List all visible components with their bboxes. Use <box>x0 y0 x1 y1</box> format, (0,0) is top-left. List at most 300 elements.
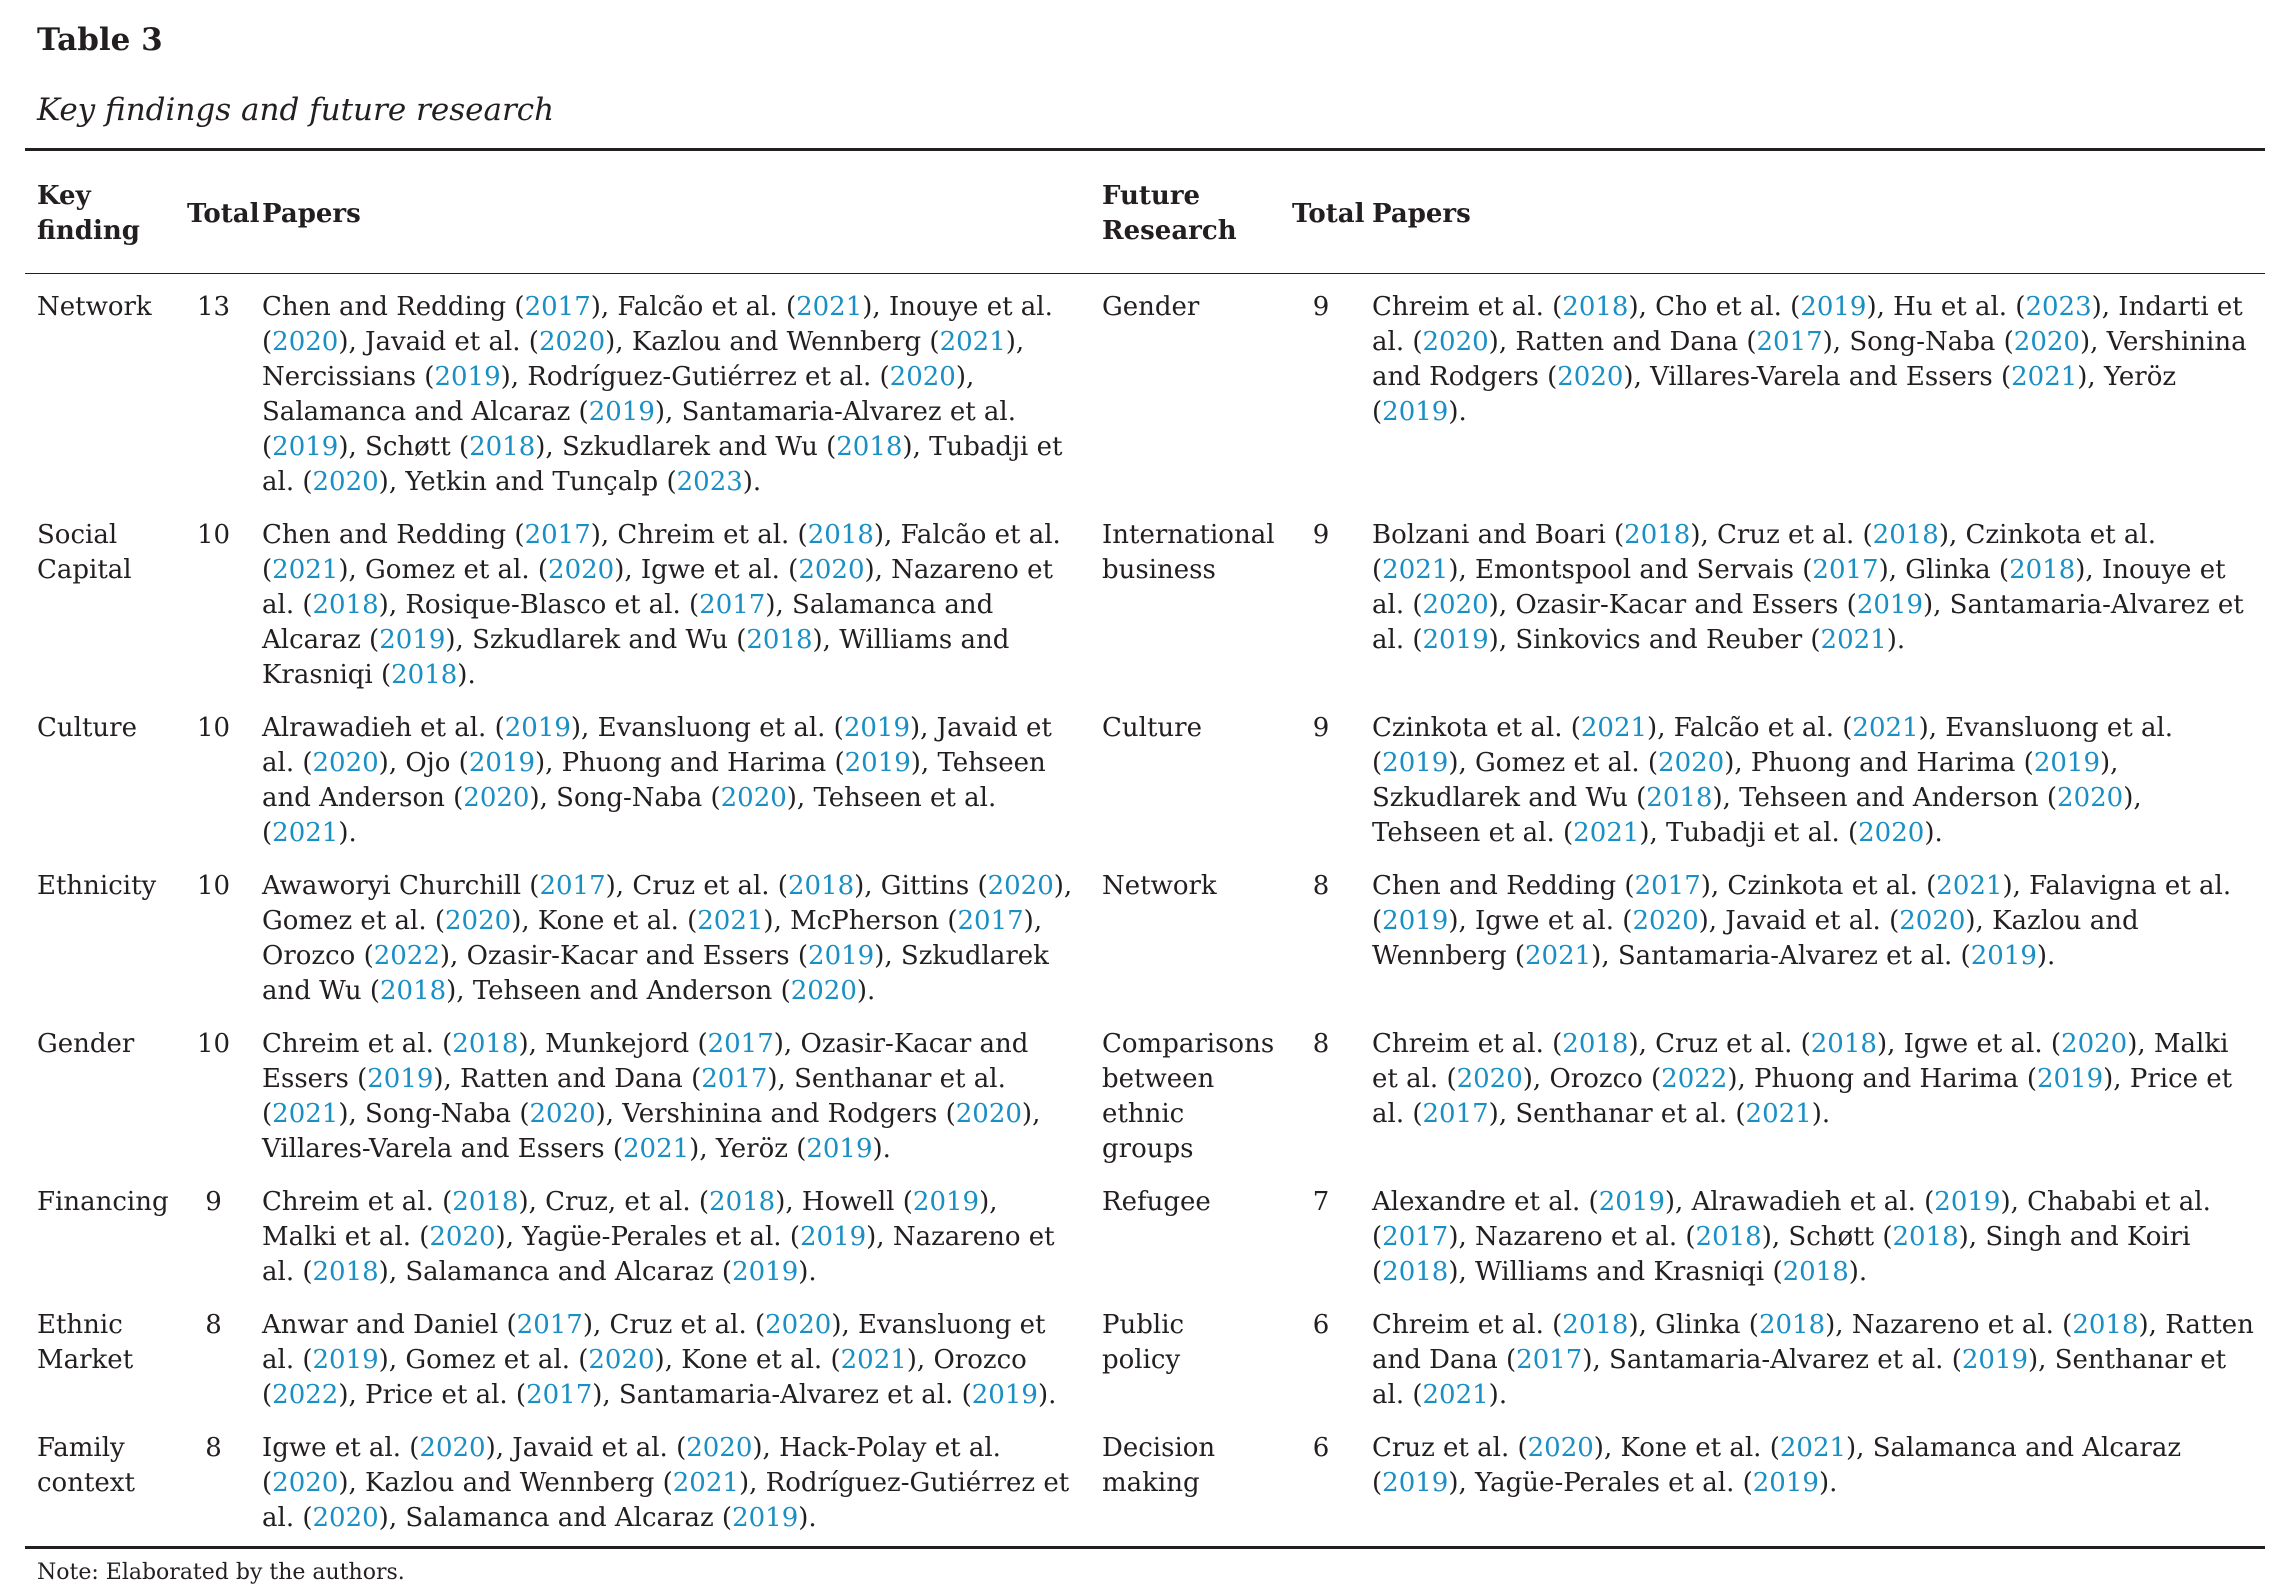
citation-year-link[interactable]: 2018 <box>1562 1310 1629 1340</box>
citation-year-link[interactable]: 2019 <box>843 713 910 743</box>
citation-punctuation: ), <box>1938 520 1966 550</box>
citation-punctuation: ), <box>654 397 682 427</box>
citation-year-link[interactable]: 2020 <box>2057 783 2124 813</box>
citation-author: Chreim et al. ( <box>1372 1029 1563 1059</box>
citation-year-link[interactable]: 2019 <box>1382 397 1449 427</box>
header-papers-left: Papers <box>250 150 1090 274</box>
citation-year-link[interactable]: 2018 <box>312 590 379 620</box>
citation-year-link[interactable]: 2018 <box>836 432 903 462</box>
citation-year-link[interactable]: 2019 <box>1598 1187 1665 1217</box>
citation-author: Czinkota et al. ( <box>1372 520 2156 585</box>
citation-author: Schøtt ( <box>365 432 470 462</box>
citation-year-link[interactable]: 2020 <box>272 327 339 357</box>
citation-punctuation: ), <box>1522 1064 1550 1094</box>
citation-year-link[interactable]: 2021 <box>1936 871 2003 901</box>
citation-author: Glinka ( <box>1655 1310 1759 1340</box>
citation-punctuation: ). <box>1037 1380 1057 1410</box>
finding-total-cell: 10 <box>196 1029 231 1059</box>
citation-punctuation: ), <box>1021 1099 1041 1129</box>
citation-year-link[interactable]: 2017 <box>699 590 766 620</box>
research-total-cell: 6 <box>1312 1310 1330 1340</box>
citation-year-link[interactable]: 2021 <box>1382 555 1449 585</box>
citation-year-link[interactable]: 2020 <box>720 783 787 813</box>
citation-year-link[interactable]: 2020 <box>445 906 512 936</box>
citation-year-link[interactable]: 2020 <box>765 1310 832 1340</box>
citation-author: Phuong and Harima ( <box>561 748 845 778</box>
citation-year-link[interactable]: 2021 <box>1779 1433 1847 1463</box>
citation-year-link[interactable]: 2017 <box>701 1064 768 1094</box>
citation-author: Cruz et al. ( <box>1717 520 1873 550</box>
citation-punctuation: ), <box>812 625 840 655</box>
citation-author: Kazlou and Wennberg ( <box>1372 906 2139 971</box>
citation-punctuation: ), <box>378 590 406 620</box>
citation-punctuation: ), <box>689 1134 716 1164</box>
citation-year-link[interactable]: 2018 <box>1872 520 1939 550</box>
table-row <box>25 861 2265 1019</box>
citation-year-link[interactable]: 2020 <box>1557 362 1624 392</box>
citation-year-link[interactable]: 2019 <box>1382 748 1449 778</box>
citation-author: Santamaria-Alvarez et al. ( <box>262 397 1016 462</box>
citation-punctuation: ). <box>872 1134 891 1164</box>
citation-author: Kone et al. ( <box>537 906 698 936</box>
citation-year-link[interactable]: 2018 <box>379 976 447 1006</box>
citation-author: Javaid et al. ( <box>262 713 1052 778</box>
citation-year-link[interactable]: 2022 <box>1661 1064 1728 1094</box>
citation-punctuation: ), <box>1690 520 1718 550</box>
citation-author: Salamanca and Alcaraz ( <box>405 1257 733 1287</box>
citation-punctuation: ), <box>864 555 892 585</box>
citation-punctuation: ), <box>1712 783 1740 813</box>
citation-author: Santamaria-Alvarez et al. ( <box>1617 941 1971 971</box>
citation-author: Czinkota et al. ( <box>1372 713 1581 743</box>
citation-punctuation: ), <box>511 906 538 936</box>
citation-year-link[interactable]: 2018 <box>1810 1029 1877 1059</box>
citation-author: Chababi et al. ( <box>1372 1187 2211 1252</box>
citation-author: Orozco ( <box>1549 1064 1662 1094</box>
citation-year-link[interactable]: 2020 <box>798 555 865 585</box>
citation-author: Gomez et al. ( <box>262 906 446 936</box>
citation-year-link[interactable]: 2023 <box>2025 292 2092 322</box>
citation-author: Schøtt ( <box>1788 1222 1893 1252</box>
citation-punctuation: ), <box>1922 590 1950 620</box>
citation-year-link[interactable]: 2023 <box>676 467 743 497</box>
citation-author: Javaid et al. ( <box>365 327 539 357</box>
research-papers-cell <box>1360 861 2265 1019</box>
citation-punctuation: ), <box>1876 1029 1904 1059</box>
citation-year-link[interactable]: 2019 <box>732 1257 799 1287</box>
citation-year-link[interactable]: 2021 <box>672 1468 739 1498</box>
citation-punctuation: ), <box>338 327 366 357</box>
table-row <box>25 1300 2265 1423</box>
citation-year-link[interactable]: 2020 <box>790 976 857 1006</box>
citation-year-link[interactable]: 2018 <box>469 432 536 462</box>
citation-author: Santamaria-Alvarez et al. ( <box>1372 590 2244 655</box>
citation-author: Villares-Varela and Essers ( <box>1650 362 2012 392</box>
key-finding-cell: Financing <box>37 1187 169 1217</box>
citation-year-link[interactable]: 2017 <box>526 1380 593 1410</box>
citation-year-link[interactable]: 2017 <box>524 292 591 322</box>
citation-punctuation: ), <box>1582 1345 1610 1375</box>
citation-year-link[interactable]: 2020 <box>548 555 615 585</box>
citation-year-link[interactable]: 2019 <box>504 713 571 743</box>
citation-author: Javaid et al. ( <box>1725 906 1900 936</box>
citation-year-link[interactable]: 2017 <box>539 871 606 901</box>
citation-author: Awaworyi Churchill ( <box>262 871 540 901</box>
citation-year-link[interactable]: 2019 <box>312 1345 379 1375</box>
key-finding-cell: Culture <box>37 713 137 743</box>
citation-year-link[interactable]: 2019 <box>1422 625 1489 655</box>
citation-author: Yetkin and Tunçalp ( <box>405 467 677 497</box>
citation-author: Yeröz ( <box>1372 362 2177 427</box>
citation-year-link[interactable]: 2021 <box>1525 941 1592 971</box>
table-row <box>25 1423 2265 1548</box>
citation-punctuation: ), <box>1005 327 1025 357</box>
citation-year-link[interactable]: 2020 <box>529 1099 596 1129</box>
citation-year-link[interactable]: 2019 <box>379 625 446 655</box>
citation-author: Price et al. ( <box>1372 1064 2233 1129</box>
citation-author: Williams and Krasniqi ( <box>1475 1257 1783 1287</box>
citation-punctuation: ), <box>2123 783 2142 813</box>
citation-punctuation: ), <box>2127 1029 2154 1059</box>
citation-punctuation: ). <box>1811 1099 1831 1129</box>
citation-year-link[interactable]: 2022 <box>272 1380 339 1410</box>
citation-punctuation: ), <box>582 1310 610 1340</box>
citation-year-link[interactable]: 2019 <box>434 362 501 392</box>
citation-author: Rosique-Blasco et al. ( <box>405 590 700 620</box>
citation-year-link[interactable]: 2020 <box>312 467 379 497</box>
citation-year-link[interactable]: 2018 <box>787 871 855 901</box>
citation-year-link[interactable]: 2020 <box>2013 327 2080 357</box>
citation-year-link[interactable]: 2020 <box>686 1433 753 1463</box>
citation-year-link[interactable]: 2017 <box>524 520 591 550</box>
research-total-cell: 7 <box>1312 1187 1330 1217</box>
citation-punctuation: ), <box>614 555 641 585</box>
citation-year-link[interactable]: 2017 <box>1382 1222 1449 1252</box>
citation-punctuation: ). <box>1886 625 1906 655</box>
research-papers-cell <box>1360 510 2265 703</box>
citation-punctuation: ), <box>1628 292 1656 322</box>
citation-punctuation: ), <box>2103 1064 2130 1094</box>
citation-year-link[interactable]: 2021 <box>840 1345 907 1375</box>
citation-punctuation: ), <box>495 1222 523 1252</box>
citation-punctuation: ), <box>2075 555 2102 585</box>
citation-punctuation: ), <box>605 871 633 901</box>
citation-punctuation: ). <box>457 660 476 690</box>
citation-author: Yeröz ( <box>715 1134 807 1164</box>
citation-punctuation: ), <box>1846 1433 1873 1463</box>
citation-author: Price et al. ( <box>365 1380 527 1410</box>
future-research-cell: Refugee <box>1102 1187 1211 1217</box>
finding-total-cell: 13 <box>196 292 231 322</box>
citation-author: Szkudlarek and Wu ( <box>1372 783 1647 813</box>
citation-year-link[interactable]: 2020 <box>1456 1064 1523 1094</box>
citation-author: Chreim et al. ( <box>1372 292 1563 322</box>
table-caption: Key findings and future research <box>37 92 555 128</box>
research-papers-cell <box>1360 1300 2265 1423</box>
future-research-cell: International business <box>1102 520 1275 585</box>
citation-year-link[interactable]: 2019 <box>1800 292 1867 322</box>
citation-author: Senthanar et al. ( <box>1372 1345 2227 1410</box>
citation-year-link[interactable]: 2020 <box>1422 327 1489 357</box>
citation-author: Chreim et al. ( <box>617 520 808 550</box>
citation-year-link[interactable]: 2018 <box>391 660 458 690</box>
citation-year-link[interactable]: 2018 <box>452 1029 519 1059</box>
citation-year-link[interactable]: 2021 <box>2011 362 2078 392</box>
citation-year-link[interactable]: 2021 <box>1573 818 1640 848</box>
finding-papers-cell <box>250 861 1090 1019</box>
citation-year-link[interactable]: 2019 <box>912 1187 980 1217</box>
citation-author: Alrawadieh et al. ( <box>1691 1187 1935 1217</box>
citation-year-link[interactable]: 2020 <box>2061 1029 2128 1059</box>
citation-punctuation: ), <box>767 1064 795 1094</box>
citation-punctuation: ), <box>1488 327 1516 357</box>
citation-punctuation: ). <box>338 818 357 848</box>
citation-author: Bolzani and Boari ( <box>1372 520 1625 550</box>
citation-author: Kone et al. ( <box>1620 1433 1780 1463</box>
citation-punctuation: ), <box>1918 713 1946 743</box>
citation-punctuation: ), <box>866 1222 893 1252</box>
citation-author: McPherson ( <box>790 906 958 936</box>
citation-year-link[interactable]: 2020 <box>588 1345 655 1375</box>
citation-author: Vershinina and Rodgers ( <box>1372 327 2247 392</box>
citation-author: Gittins ( <box>880 871 988 901</box>
citation-year-link[interactable]: 2018 <box>1562 292 1629 322</box>
citation-year-link[interactable]: 2020 <box>1632 906 1699 936</box>
citation-year-link[interactable]: 2018 <box>1382 1257 1449 1287</box>
table-body <box>25 274 2265 1548</box>
citation-year-link[interactable]: 2019 <box>799 1222 867 1252</box>
citation-year-link[interactable]: 2021 <box>796 292 863 322</box>
citation-author: Javaid et al. ( <box>512 1433 687 1463</box>
citation-year-link[interactable]: 2018 <box>1562 1029 1629 1059</box>
citation-punctuation: ). <box>1818 1468 1838 1498</box>
header-key-finding: Key finding <box>25 150 175 274</box>
citation-punctuation: ), <box>979 1187 998 1217</box>
citation-year-link[interactable]: 2021 <box>1422 1380 1489 1410</box>
citation-year-link[interactable]: 2019 <box>2036 1064 2104 1094</box>
future-research-cell: Culture <box>1102 713 1202 743</box>
citation-year-link[interactable]: 2020 <box>429 1222 496 1252</box>
citation-author: Inouye et al. ( <box>262 292 1053 357</box>
citation-year-link[interactable]: 2019 <box>272 432 339 462</box>
citation-punctuation: ), <box>1448 748 1476 778</box>
citation-author: Nazareno et al. ( <box>1475 1222 1696 1252</box>
citation-punctuation: ). <box>1488 1380 1508 1410</box>
citation-punctuation: ), <box>605 327 632 357</box>
citation-year-link[interactable]: 2019 <box>1961 1345 2029 1375</box>
citation-year-link[interactable]: 2018 <box>2009 555 2076 585</box>
citation-year-link[interactable]: 2022 <box>373 941 440 971</box>
citation-year-link[interactable]: 2020 <box>1899 906 1966 936</box>
citation-punctuation: ), <box>2002 871 2030 901</box>
key-finding-cell: Family context <box>37 1433 135 1498</box>
citation-punctuation: ), <box>338 1468 366 1498</box>
citation-year-link[interactable]: 2017 <box>1812 555 1879 585</box>
finding-total-cell: 8 <box>205 1433 222 1463</box>
citation-author: Orozco ( <box>262 1345 1027 1410</box>
citation-author: Igwe et al. ( <box>1475 906 1633 936</box>
citation-year-link[interactable]: 2018 <box>312 1257 379 1287</box>
citation-punctuation: ), <box>1958 1222 1986 1252</box>
citation-year-link[interactable]: 2017 <box>1634 871 1701 901</box>
citation-year-link[interactable]: 2018 <box>1646 783 1713 813</box>
future-research-cell: Public policy <box>1102 1310 1185 1375</box>
citation-author: Tehseen et al. ( <box>1372 818 1574 848</box>
citation-author: Munkejord ( <box>545 1029 708 1059</box>
citation-year-link[interactable]: 2017 <box>1516 1345 1583 1375</box>
citation-year-link[interactable]: 2020 <box>463 783 530 813</box>
citation-year-link[interactable]: 2020 <box>538 327 606 357</box>
citation-punctuation: ). <box>798 1257 817 1287</box>
table-row <box>25 274 2265 511</box>
citation-author: Chreim et al. ( <box>1372 1310 1563 1340</box>
citation-year-link[interactable]: 2017 <box>1422 1099 1489 1129</box>
citation-year-link[interactable]: 2020 <box>1658 748 1725 778</box>
citation-punctuation: ), <box>518 1029 546 1059</box>
citation-year-link[interactable]: 2018 <box>1695 1222 1762 1252</box>
citation-year-link[interactable]: 2018 <box>1758 1310 1826 1340</box>
citation-year-link[interactable]: 2021 <box>272 555 339 585</box>
citation-year-link[interactable]: 2017 <box>516 1310 583 1340</box>
finding-papers-cell <box>250 1177 1090 1300</box>
citation-year-link[interactable]: 2019 <box>808 941 875 971</box>
citation-punctuation: ), <box>906 1345 934 1375</box>
citation-author: Hack-Polay et al. ( <box>262 1433 1001 1498</box>
citation-year-link[interactable]: 2019 <box>1382 906 1449 936</box>
citation-year-link[interactable]: 2021 <box>939 327 1006 357</box>
citation-year-link[interactable]: 2019 <box>1934 1187 2001 1217</box>
citation-year-link[interactable]: 2021 <box>1852 713 1919 743</box>
citation-year-link[interactable]: 2019 <box>468 748 535 778</box>
citation-year-link[interactable]: 2019 <box>971 1380 1038 1410</box>
citation-year-link[interactable]: 2021 <box>697 906 764 936</box>
citation-author: Phuong and Harima ( <box>1750 748 2034 778</box>
citation-author: Chen and Redding ( <box>262 292 525 322</box>
citation-year-link[interactable]: 2021 <box>623 1134 690 1164</box>
citation-year-link[interactable]: 2017 <box>957 906 1024 936</box>
citation-punctuation: ), <box>378 1257 406 1287</box>
citation-year-link[interactable]: 2020 <box>1527 1433 1594 1463</box>
citation-punctuation: ), <box>1448 1257 1476 1287</box>
citation-year-link[interactable]: 2019 <box>367 1064 434 1094</box>
citation-year-link[interactable]: 2020 <box>312 1503 379 1533</box>
citation-author: Cruz, et al. ( <box>545 1187 710 1217</box>
citation-punctuation: ), <box>2000 1187 2028 1217</box>
citation-punctuation: ), <box>338 1099 366 1129</box>
citation-punctuation: ), <box>955 362 975 392</box>
research-total-cell: 9 <box>1312 713 1330 743</box>
citation-punctuation: ), <box>910 748 938 778</box>
citation-year-link[interactable]: 2020 <box>1422 590 1489 620</box>
citation-year-link[interactable]: 2017 <box>707 1029 774 1059</box>
citation-year-link[interactable]: 2019 <box>1752 1468 1819 1498</box>
citation-punctuation: ), <box>1700 871 1728 901</box>
citation-author: Salamanca and Alcaraz ( <box>262 397 589 427</box>
citation-year-link[interactable]: 2019 <box>2033 748 2100 778</box>
citation-author: Szkudlarek and Wu ( <box>561 432 837 462</box>
citation-author: Malki et al. ( <box>262 1222 430 1252</box>
citation-year-link[interactable]: 2021 <box>272 818 339 848</box>
citation-author: Villares-Varela and Essers ( <box>262 1134 623 1164</box>
finding-papers-cell <box>250 1300 1090 1423</box>
citation-year-link[interactable]: 2019 <box>732 1503 799 1533</box>
citation-author: Ratten and Dana ( <box>1515 327 1757 357</box>
table-note: Note: Elaborated by the authors. <box>37 1560 405 1585</box>
research-papers-cell <box>1360 703 2265 861</box>
citation-year-link[interactable]: 2018 <box>709 1187 776 1217</box>
header-total-left: Total <box>175 150 250 274</box>
table-row <box>25 1177 2265 1300</box>
header-total-right: Total <box>1280 150 1360 274</box>
citation-year-link[interactable]: 2018 <box>1782 1257 1849 1287</box>
citation-year-link[interactable]: 2019 <box>588 397 655 427</box>
citation-author: Salamanca and Alcaraz ( <box>405 1503 733 1533</box>
citation-year-link[interactable]: 2019 <box>1382 1468 1449 1498</box>
citation-punctuation: ), <box>595 1099 623 1129</box>
citation-year-link[interactable]: 2018 <box>2072 1310 2139 1340</box>
citation-punctuation: ), <box>2100 748 2119 778</box>
citation-year-link[interactable]: 2020 <box>419 1433 486 1463</box>
citation-year-link[interactable]: 2019 <box>806 1134 873 1164</box>
citation-author: Falcão et al. ( <box>1673 713 1853 743</box>
citation-punctuation: ). <box>1848 1257 1868 1287</box>
citation-author: Tehseen and Anderson ( <box>1739 783 2058 813</box>
citation-year-link[interactable]: 2018 <box>1892 1222 1959 1252</box>
citation-punctuation: ), <box>775 1187 802 1217</box>
citation-year-link[interactable]: 2018 <box>452 1187 519 1217</box>
citation-year-link[interactable]: 2017 <box>1756 327 1823 357</box>
citation-author: Chen and Redding ( <box>262 520 525 550</box>
citation-author: Salamanca and Alcaraz ( <box>1372 1433 2182 1498</box>
citation-year-link[interactable]: 2018 <box>807 520 874 550</box>
finding-papers-cell <box>250 1019 1090 1177</box>
citation-year-link[interactable]: 2020 <box>889 362 956 392</box>
citation-year-link[interactable]: 2021 <box>272 1099 339 1129</box>
citation-author: Cruz et al. ( <box>632 871 788 901</box>
citation-author: Vershinina and Rodgers ( <box>622 1099 956 1129</box>
citation-year-link[interactable]: 2020 <box>272 1468 339 1498</box>
citation-author: Tubadji et al. ( <box>1666 818 1859 848</box>
citation-punctuation: ), <box>1593 1433 1621 1463</box>
citation-year-link[interactable]: 2019 <box>844 748 911 778</box>
citation-year-link[interactable]: 2020 <box>955 1099 1022 1129</box>
citation-year-link[interactable]: 2021 <box>1745 1099 1812 1129</box>
citation-author: Nazareno et al. ( <box>262 555 1053 620</box>
citation-year-link[interactable]: 2020 <box>987 871 1054 901</box>
citation-punctuation: ), <box>433 1064 461 1094</box>
citation-author: Kone et al. ( <box>681 1345 841 1375</box>
citation-year-link[interactable]: 2019 <box>1856 590 1923 620</box>
citation-year-link[interactable]: 2018 <box>746 625 813 655</box>
citation-author: Ozasir-Kacar and Essers ( <box>1515 590 1857 620</box>
citation-year-link[interactable]: 2019 <box>1970 941 2037 971</box>
citation-year-link[interactable]: 2020 <box>1858 818 1925 848</box>
citation-punctuation: ), <box>874 941 901 971</box>
citation-year-link[interactable]: 2021 <box>1820 625 1887 655</box>
citation-author: Orozco ( <box>262 941 374 971</box>
citation-year-link[interactable]: 2020 <box>312 748 379 778</box>
citation-author: Yagüe-Perales et al. ( <box>1475 1468 1753 1498</box>
citation-author: Ratten and Dana ( <box>460 1064 702 1094</box>
citation-author: Czinkota et al. ( <box>1727 871 1937 901</box>
citation-punctuation: ), <box>338 432 366 462</box>
citation-year-link[interactable]: 2018 <box>1624 520 1691 550</box>
citation-punctuation: ), <box>786 783 814 813</box>
citation-year-link[interactable]: 2021 <box>1580 713 1648 743</box>
citation-punctuation: ), <box>1866 292 1894 322</box>
citation-author: Ratten and Dana ( <box>1372 1310 2254 1375</box>
table-row <box>25 1019 2265 1177</box>
